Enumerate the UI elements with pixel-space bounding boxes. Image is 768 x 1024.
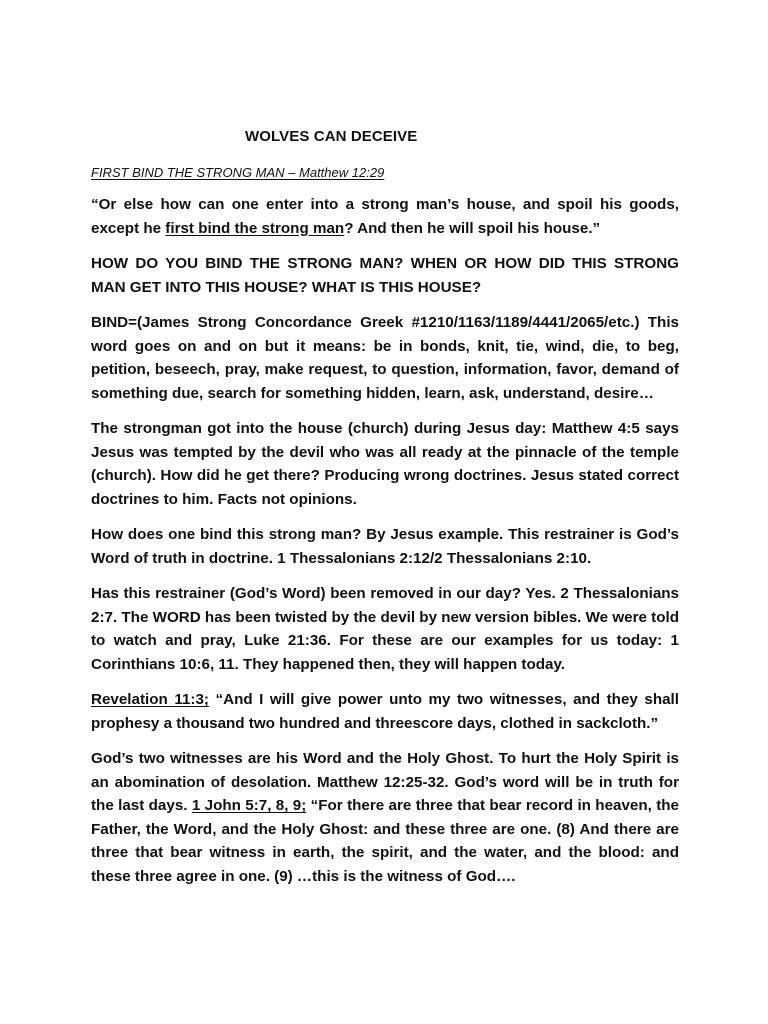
- paragraph-1-after: ? And then he will spoil his house.”: [344, 219, 601, 237]
- paragraph-1: [91, 193, 679, 240]
- paragraph-3: BIND=(James Strong Concordance Greek #1210/1163/1189/4441/2065/etc.) This word goes on and on but it means: be in bonds, knit, tie, wind, die, to beg, petition, beseech, pray, make request, to question, information, favor, demand of something due, search for something hidden, learn, ask, understand, desire…: [91, 314, 679, 402]
- paragraph-7-text: “And I will give power unto my two witnesses, and they shall prophesy a thousand two hundred and threescore days, clothed in sackcloth.”: [91, 691, 679, 732]
- paragraph-4: The strongman got into the house (church) during Jesus day: Matthew 4:5 says Jesus was tempted by the devil who was all ready at the pinnacle of the temple (church). How did he get there? Producing wrong doctrines. Jesus stated correct doctrines to him. Facts not opinions.: [91, 420, 679, 508]
- document-subtitle: FIRST BIND THE STRONG MAN – Matthew 12:29: [91, 165, 385, 180]
- paragraph-2: HOW DO YOU BIND THE STRONG MAN? WHEN OR HOW DID THIS STRONG MAN GET INTO THIS HOUSE? WHAT IS THIS HOUSE?: [91, 255, 679, 296]
- document-title: WOLVES CAN DECEIVE: [245, 128, 418, 145]
- paragraph-7-ref: Revelation 11:3;: [91, 691, 209, 708]
- document-body: [91, 193, 679, 900]
- paragraph-8-ref: 1 John 5:7, 8, 9;: [191, 797, 307, 814]
- paragraph-1-before: “Or else how can one enter into a strong man’s house, and spoil his goods, except he: [91, 196, 679, 237]
- paragraph-8-after: “For there are three that bear record in heaven, the Father, the Word, and the Holy Ghost: and these three are one. (8) And there are three that bear witness in earth, the spirit, and the water, and the blood: and these three agree in one. (9) …this is the witness of God….: [91, 797, 679, 885]
- paragraph-5: How does one bind this strong man? By Jesus example. This restrainer is God’s Word of truth in doctrine. 1 Thessalonians 2:12/2 Thessalonians 2:10.: [91, 526, 679, 567]
- paragraph-6: Has this restrainer (God’s Word) been removed in our day? Yes. 2 Thessalonians 2:7. The WORD has been twisted by the devil by new version bibles. We were told to watch and pray, Luke 21:36. For these are our examples for us today: 1 Corinthians 10:6, 11. They happened then, they will happen today.: [91, 585, 679, 673]
- paragraph-1-underline: first bind the strong man: [165, 219, 345, 237]
- paragraph-8: [91, 747, 679, 888]
- paragraph-7: [91, 688, 679, 735]
- paragraph-8-before: God’s two witnesses are his Word and the Holy Ghost. To hurt the Holy Spirit is an abomination of desolation. Matthew 12:25-32. God’s word will be in truth for the last days.: [91, 750, 679, 814]
